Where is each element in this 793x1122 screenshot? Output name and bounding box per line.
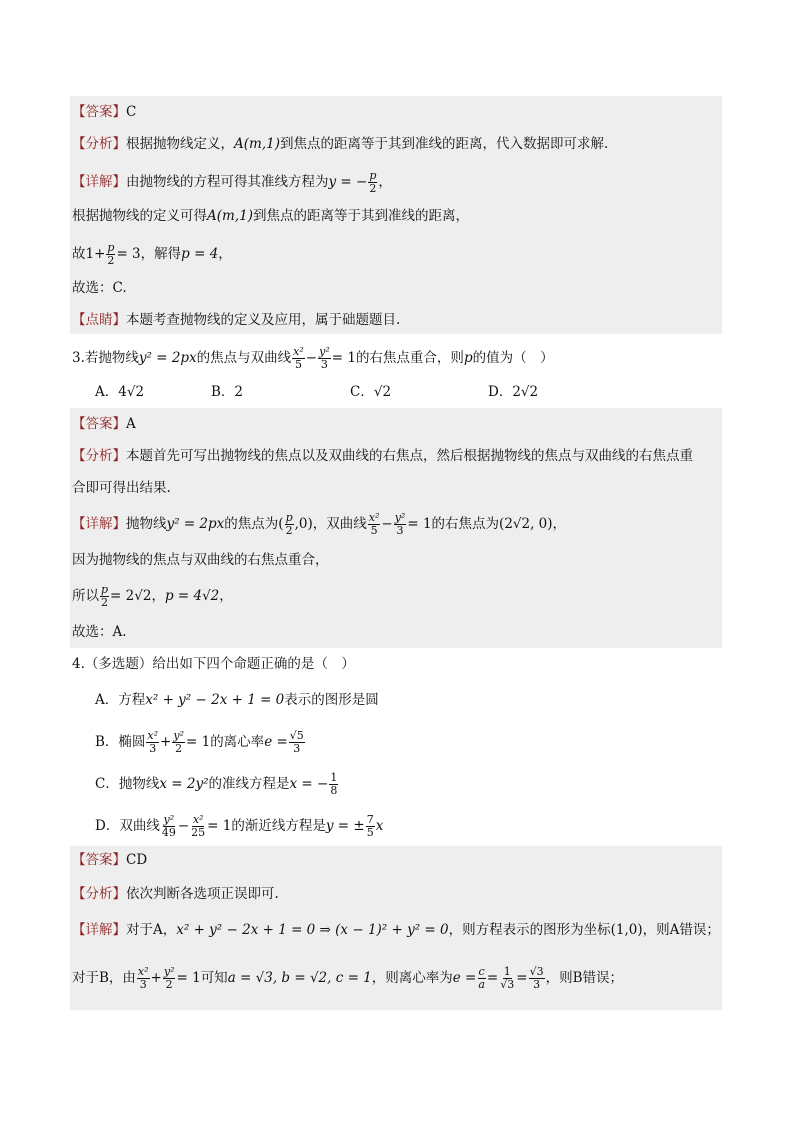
fraction: $\frac{p}{2}$: [285, 511, 293, 537]
fraction: $\frac{\text{x²}}{5}$: [368, 511, 380, 537]
q3-option-b: B．2: [211, 384, 244, 400]
answer-tag: 【答案】: [72, 852, 126, 868]
fraction: $\frac{p}{2}$: [369, 169, 377, 195]
q4-stem: 4.（多选题）给出如下四个命题正确的是（ ）: [72, 656, 355, 672]
fraction: $\frac{\text{y²}}{2}$: [163, 965, 175, 991]
fraction: $\frac{1}{8}$: [330, 771, 338, 797]
fraction: $\frac{1}{√3}$: [500, 965, 515, 991]
q4-detail-line-2: 对于B，由 $\frac{\text{x²}}{3}$ + $\frac{\text{y²}}{2}$ = 1可知a = √3, b = √2, c = 1，则离心率为e = $\frac{c}{a}$ = $\frac{1}{√3}$ = $\frac{√3}{3}$ ，则B错误；: [72, 965, 623, 991]
q2-choose-line: 故选：C.: [72, 280, 127, 296]
q3-detail-line-2: 因为抛物线的焦点与双曲线的右焦点重合，: [72, 552, 329, 568]
comment-tag: 【点睛】: [72, 312, 126, 328]
q3-detail-line: 【详解】抛物线y² = 2px的焦点为( $\frac{p}{2}$ ,0)，双曲线 $\frac{\text{x²}}{5}$ − $\frac{\text{y²}}{3}$ = 1的右焦点为(2√2, 0)，: [72, 511, 567, 537]
fraction: $\frac{\text{y²}}{2}$: [173, 729, 184, 755]
fraction: $\frac{7}{5}$: [366, 813, 374, 839]
q4-detail-line: 【详解】对于A，x² + y² − 2x + 1 = 0 ⇒ (x − 1)² + y² = 0，则方程表示的图形为坐标(1,0)，则A错误；: [72, 922, 720, 938]
fraction: $\frac{\text{x²}}{3}$: [137, 965, 149, 991]
detail-tag: 【详解】: [72, 516, 126, 532]
q3-analysis-line-2: 合即可得出结果.: [72, 480, 171, 496]
q3-option-c: C．√2: [350, 384, 392, 400]
q4-option-b: B．椭圆 $\frac{\text{x²}}{3}$ + $\frac{\text{y²}}{2}$ = 1的离心率e = $\frac{√5}{3}$: [95, 729, 304, 755]
q2-answer-line: [72, 102, 136, 122]
fraction: $\frac{\text{y²}}{3}$: [394, 511, 406, 537]
fraction: $\frac{\text{y²}}{49}$: [161, 813, 176, 839]
q2-analysis-line: 【分析】根据抛物线定义，A(m,1)到焦点的距离等于其到准线的距离，代入数据即可求解.: [72, 136, 609, 152]
q4-option-d: D．双曲线 $\frac{\text{y²}}{49}$ − $\frac{\text{x²}}{25}$ = 1的渐近线方程是y = ± $\frac{7}{5}$ x: [95, 813, 384, 839]
q2-detail-line-3: 故1+ $\frac{p}{2}$ = 3，解得p = 4，: [72, 241, 232, 267]
q4-option-c: C．抛物线x = 2y²的准线方程是x = − $\frac{1}{8}$: [95, 771, 338, 797]
fraction: $\frac{c}{a}$: [478, 965, 485, 991]
q3-option-d: D．2√2: [488, 384, 539, 400]
q3-option-a: A．4√2: [95, 384, 145, 400]
fraction: $\frac{√3}{3}$: [529, 965, 544, 991]
q3-analysis-line: 【分析】本题首先可写出抛物线的焦点以及双曲线的右焦点，然后根据抛物线的焦点与双曲线的右焦点重: [72, 448, 693, 464]
q2-comment-line: 【点睛】本题考查抛物线的定义及应用，属于础题题目.: [72, 312, 401, 328]
q2-detail-line-2: 根据抛物线的定义可得A(m,1)到焦点的距离等于其到准线的距离，: [72, 208, 469, 224]
fraction: $\frac{\text{x²}}{5}$: [293, 345, 304, 371]
fraction: $\frac{\text{x²}}{3}$: [147, 729, 159, 755]
q3-stem: 3.若抛物线y² = 2px的焦点与双曲线 $\frac{\text{x²}}{5}$ − $\frac{\text{y²}}{3}$ = 1的右焦点重合，则p的值为（ ）: [72, 345, 554, 371]
answer-value: C: [126, 104, 137, 120]
analysis-tag: 【分析】: [72, 136, 126, 152]
fraction: $\frac{\text{y²}}{3}$: [319, 345, 330, 371]
fraction: $\frac{p}{2}$: [107, 241, 115, 267]
fraction: $\frac{p}{2}$: [101, 583, 109, 609]
q4-analysis-line: 【分析】依次判断各选项正误即可.: [72, 886, 279, 902]
q4-option-a: A．方程x² + y² − 2x + 1 = 0表示的图形是圆: [95, 692, 379, 708]
answer-tag: 【答案】: [72, 104, 126, 120]
q4-answer-line: 【答案】CD: [72, 852, 148, 868]
q2-detail-line: 【详解】由抛物线的方程可得其准线方程为y = − $\frac{p}{2}$ ，: [72, 169, 392, 195]
detail-tag: 【详解】: [72, 174, 126, 190]
q3-detail-line-3: 所以 $\frac{p}{2}$ = 2√2，p = 4√2，: [72, 583, 233, 609]
analysis-tag: 【分析】: [72, 448, 126, 464]
analysis-tag: 【分析】: [72, 886, 126, 902]
detail-tag: 【详解】: [72, 922, 126, 938]
q3-choose-line: 故选：A.: [72, 624, 127, 640]
q3-answer-line: 【答案】A: [72, 416, 136, 432]
answer-tag: 【答案】: [72, 416, 126, 432]
fraction: $\frac{\text{x²}}{25}$: [191, 813, 206, 839]
fraction: $\frac{√5}{3}$: [289, 729, 304, 755]
